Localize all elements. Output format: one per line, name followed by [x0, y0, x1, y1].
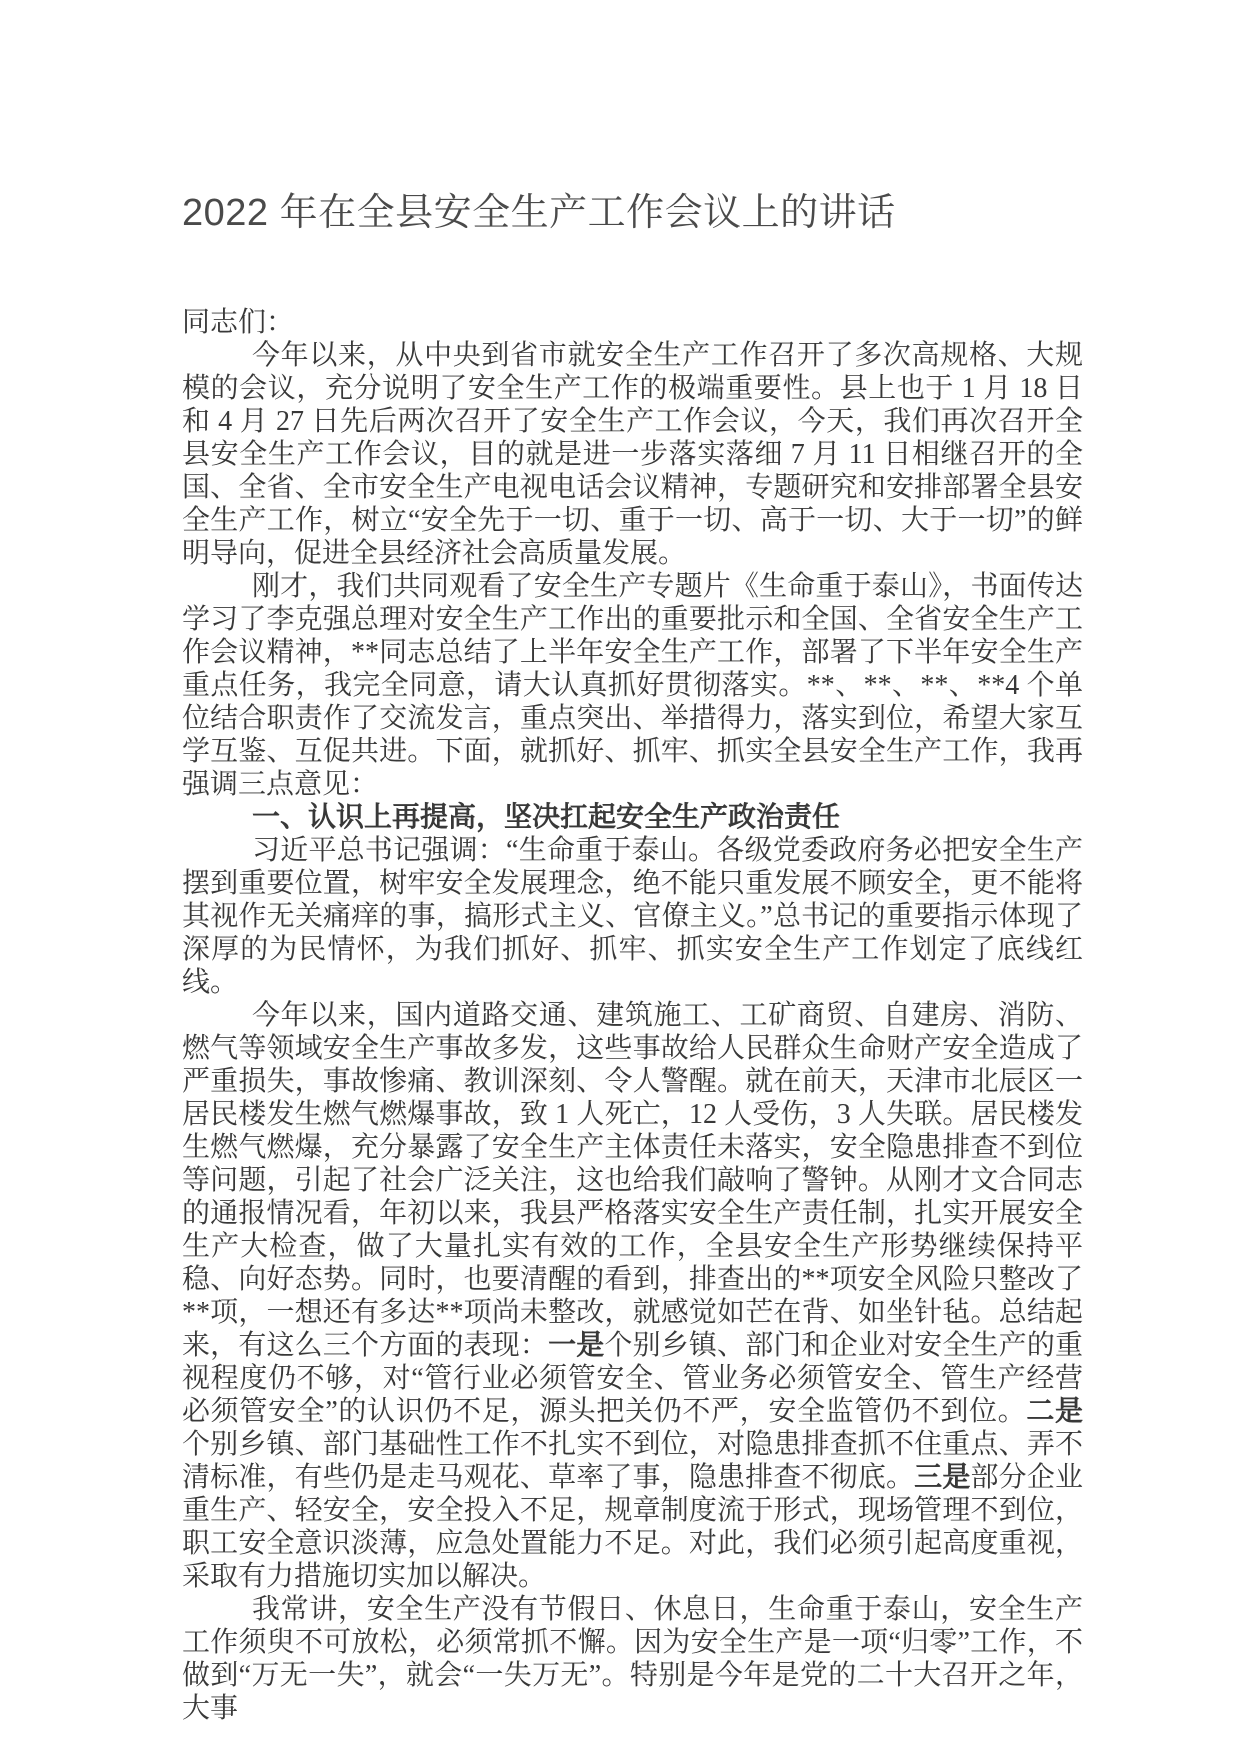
text-run: 刚才，我们共同观看了安全生产专题片《生命重于泰山》，书面传达学习了李克强总理对安全生产工作出的重要批示和全国、全省安全生产工作会议精神，**同志总结了上半年安全生产工作，部署了下半年安全生产重点任务，我完全同意，请大认真抓好贯彻落实。**、**、**、**4 个单位结合职责作了交流发言，重点突出、举措得力，落实到位，希望大家互学互鉴、互促共进。下面，就抓好、抓牢、抓实全县安全生产工作，我再强调三点意见： [182, 571, 1083, 800]
text-run: 今年以来，从中央到省市就安全生产工作召开了多次高规格、大规模的会议，充分说明了安全生产工作的极端重要性。县上也于 1 月 18 日和 4 月 27 日先后两次召开了安全生产工作会议，今天，我们再次召开全县安全生产工作会议，目的就是进一步落实落细 7 月 11 日相继召开的全国、全省、全市安全生产电视电话会议精神，专题研究和安排部署全县安全生产工作，树立“安全先于一切、重于一切、高于一切、大于一切”的鲜明导向，促进全县经济社会高质量发展。 [182, 340, 1083, 569]
text-run: 个别乡镇、部门基础性工作不扎实不到位，对隐患排查抓不住重点、弄不清标准，有些仍是走马观花、草率了事，隐患排查不彻底。 [182, 1429, 1083, 1493]
paragraph [182, 570, 1083, 801]
bold-text-run: 一是 [548, 1330, 605, 1361]
paragraph [182, 999, 1083, 1593]
text-run: 部分企业重生产、轻安全，安全投入不足，规章制度流于形式，现场管理不到位，职工安全意识淡薄，应急处置能力不足。对此，我们必须引起高度重视，采取有力措施切实加以解决。 [182, 1462, 1083, 1592]
text-run: 我常讲，安全生产没有节假日、休息日，生命重于泰山，安全生产工作须臾不可放松，必须常抓不懈。因为安全生产是一项“归零”工作，不做到“万无一失”，就会“一失万无”。特别是今年是党的二十大召开之年，大事 [182, 1594, 1083, 1724]
paragraph [182, 339, 1083, 570]
bold-text-run: 三是 [914, 1462, 971, 1493]
paragraph [182, 1593, 1083, 1725]
text-run: 今年以来，国内道路交通、建筑施工、工矿商贸、自建房、消防、燃气等领域安全生产事故多发，这些事故给人民群众生命财产安全造成了严重损失，事故惨痛、教训深刻、令人警醒。就在前天，天津市北辰区一居民楼发生燃气燃爆事故，致 1 人死亡，12 人受伤，3 人失联。居民楼发生燃气燃爆，充分暴露了安全生产主体责任未落实，安全隐患排查不到位等问题，引起了社会广泛关注，这也给我们敲响了警钟。从刚才文合同志的通报情况看，年初以来，我县严格落实安全生产责任制，扎实开展安全生产大检查，做了大量扎实有效的工作，全县安全生产形势继续保持平稳、向好态势。同时，也要清醒的看到，排查出的**项安全风险只整改了**项，一想还有多达**项尚未整改，就感觉如芒在背、如坐针毡。总结起来，有这么三个方面的表现： [182, 1000, 1083, 1361]
bold-text-run: 二是 [1026, 1396, 1083, 1427]
bold-text-run: 一、认识上再提高，坚决扛起安全生产政治责任 [252, 802, 841, 833]
text-run: 同志们： [182, 307, 295, 338]
document-body [0, 236, 1240, 1725]
document-title: 2022 年在全县安全生产工作会议上的讲话 [182, 192, 896, 234]
text-run: 习近平总书记强调：“生命重于泰山。各级党委政府务必把安全生产摆到重要位置，树牢安全发展理念，绝不能只重发展不顾安全，更不能将其视作无关痛痒的事，搞形式主义、官僚主义。”总书记的重要指示体现了深厚的为民情怀，为我们抓好、抓牢、抓实安全生产工作划定了底线红线。 [182, 835, 1083, 998]
paragraph [182, 306, 1083, 339]
text-run: 个别乡镇、部门和企业对安全生产的重视程度仍不够，对“管行业必须管安全、管业务必须管安全、管生产经营必须管安全”的认识仍不足，源头把关仍不严，安全监管仍不到位。 [182, 1330, 1083, 1427]
section-heading [182, 801, 1083, 834]
paragraph [182, 834, 1083, 999]
